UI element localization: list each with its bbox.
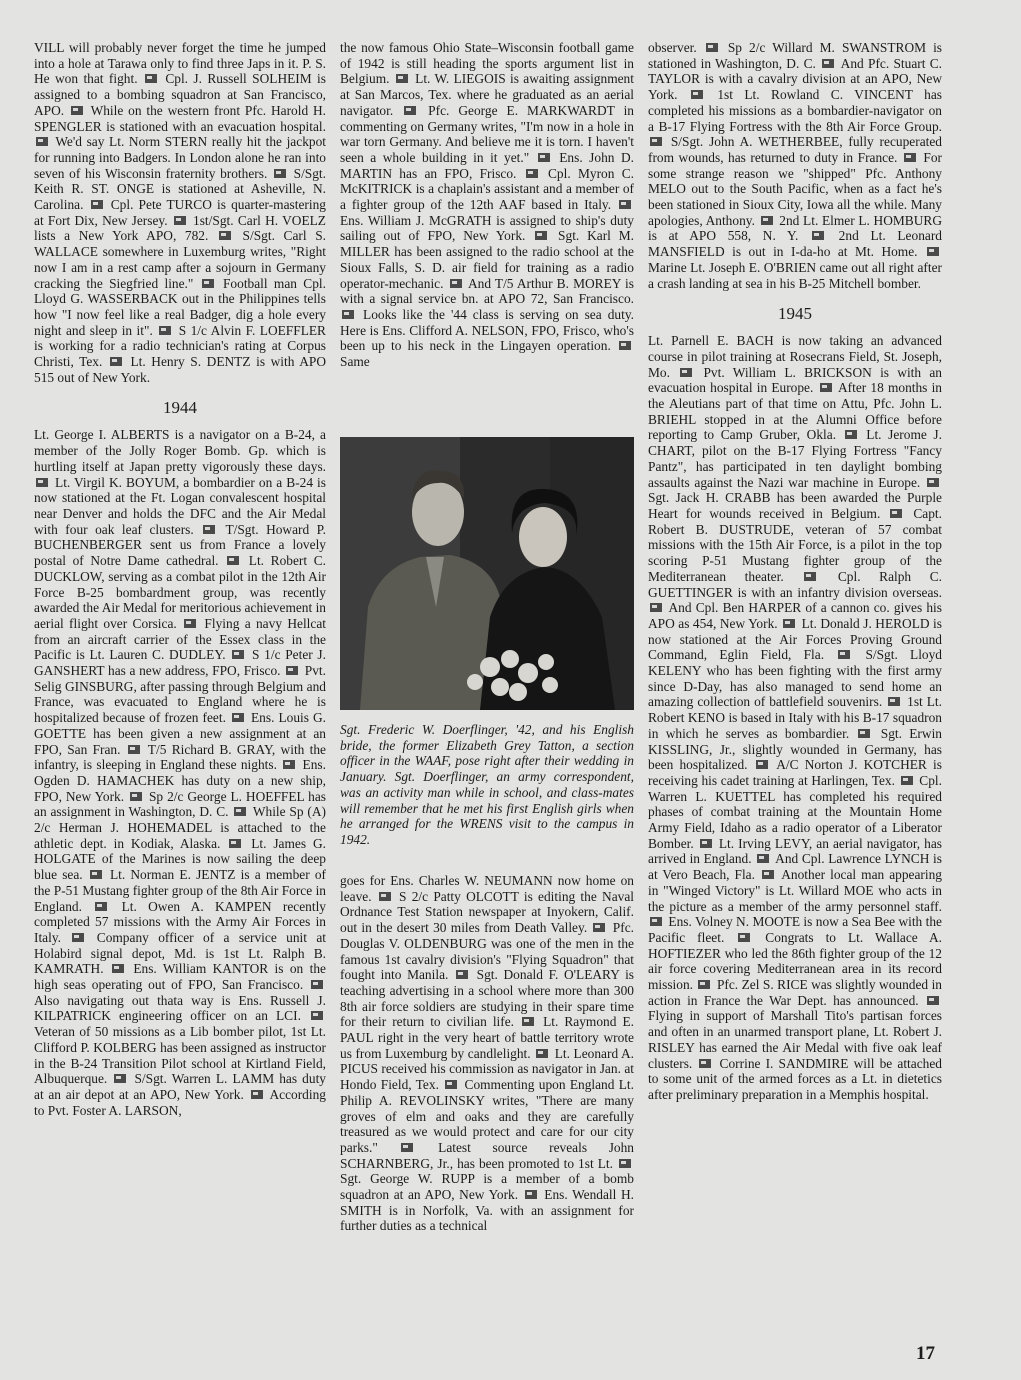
flag-icon [756, 760, 768, 769]
flag-icon [311, 1011, 323, 1020]
flag-icon [91, 200, 103, 209]
flag-icon [858, 729, 870, 738]
flag-icon [927, 478, 939, 487]
flag-icon [538, 153, 550, 162]
flag-icon [700, 839, 712, 848]
flag-icon [95, 902, 107, 911]
column-left-text-top: VILL will probably never forget the time he jumped into a hole at Tarawa only to find three Japs in it. P. S. He won that fight. Cpl. J. Russell SOLHEIM is assigned to a bombing squadron at San Francisco, APO. While on the western front Pfc. Harold H. SPENGLER is stationed with an evacuation hospital. We'd say Lt. Norm STERN really hit the jackpot for running into Badgers. In London alone he ran into seven of his Wisconsin fraternity brothers. S/Sgt. Keith R. ST. ONGE is stationed at Asheville, N. Carolina. Cpl. Pete TURCO is quarter-mastering at Fort Dix, New Jersey. 1st/Sgt. Carl H. VOELZ lists a New York APO, 782. S/Sgt. Carl S. WALLACE somewhere in Luxemburg writes, "Right now I am in a rest camp after a sojourn in Germany cracking the Siegfried line." Football man Cpl. Lloyd G. WASSERBACK out in the Philippines tells how "I now feel like a real Badger, dig a hole every night and sleep in it". S 1/c Alvin F. LOEFFLER is working for a radio technician's rating at Corpus Christi, Tex. Lt. Henry S. DENTZ is with APO 515 out of New York. [34, 40, 326, 385]
flag-icon [522, 1017, 534, 1026]
flag-icon [283, 760, 295, 769]
flag-icon [159, 326, 171, 335]
wedding-photo [340, 437, 634, 710]
photo-caption: Sgt. Frederic W. Doerflinger, '42, and his English bride, the former Elizabeth Grey Tatton, a section officer in the WAAF, pose right after their wedding in January. Sgt. Doerflinger, an army correspondent, was an activity man while in school, and class-mates will remember that he met his first English girls when he arranged for the WRENS visit to the campus in 1942. [340, 722, 634, 847]
flag-icon [184, 619, 196, 628]
flag-icon [450, 279, 462, 288]
flag-icon [845, 430, 857, 439]
section-heading-1944: 1944 [163, 398, 197, 418]
column-middle-bottom [340, 873, 634, 1234]
flag-icon [202, 279, 214, 288]
flag-icon [619, 341, 631, 350]
flag-icon [130, 792, 142, 801]
flag-icon [536, 1049, 548, 1058]
flag-icon [404, 106, 416, 115]
page-number: 17 [916, 1343, 935, 1364]
flag-icon [888, 697, 900, 706]
flag-icon [72, 933, 84, 942]
flag-icon [838, 650, 850, 659]
flag-icon [145, 74, 157, 83]
flag-icon [680, 368, 692, 377]
flag-icon [36, 478, 48, 487]
flag-icon [525, 1190, 537, 1199]
flag-icon [650, 603, 662, 612]
flag-icon [112, 964, 124, 973]
flag-icon [396, 74, 408, 83]
flag-icon [456, 970, 468, 979]
flag-icon [229, 839, 241, 848]
flag-icon [890, 509, 902, 518]
flag-icon [174, 216, 186, 225]
column-left [34, 40, 326, 1118]
flag-icon [379, 892, 391, 901]
flag-icon [783, 619, 795, 628]
flag-icon [36, 137, 48, 146]
flag-icon [698, 980, 710, 989]
flag-icon [71, 106, 83, 115]
flag-icon [110, 357, 122, 366]
column-left-text-bottom: Lt. George I. ALBERTS is a navigator on a B-24, a member of the Jolly Roger Bomb. Gp. which is hurtling itself at Japan pretty vigorously these days. Lt. Virgil K. BOYUM, a bombardier on a B-24 is now stationed at the Ft. Logan convalescent hospital near Denver and holds the DFC and the Air Medal with four oak leaf clusters. T/Sgt. Howard P. BUCHENBERGER sent us from France a lovely postal of Notre Dame cathedral. Lt. Robert C. DUCKLOW, serving as a combat pilot in the 12th Air Force B-25 bombardment group, was recently awarded the Air Medal for meritorious achievement in aerial flight over Corsica. Flying a navy Hellcat from an aircraft carrier of the Essex class in the Pacific is Lt. Lauren C. DUDLEY. S 1/c Peter J. GANSHERT has a new address, FPO, Frisco. Pvt. Selig GINSBURG, after passing through Belgium and France, was evacuated to England where he is hospitalized because of frozen feet. Ens. Louis G. GOETTE has been given a new assignment at an FPO, San Fran. T/5 Richard B. GRAY, with the infantry, is sleeping in England these nights. Ens. Ogden D. HAMACHEK has duty on a new ship, FPO, New York. Sp 2/c George L. HOEFFEL has an assignment in Washington, D. C. While Sp (A) 2/c Herman J. HOHEMADEL is attached to the athletic dept. in Kodiak, Alaska. Lt. James G. HOLGATE of the Marines is now sailing the deep blue sea. Lt. Norman E. JENTZ is a member of the P-51 Mustang fighter group of the 8th Air Force in England. Lt. Owen A. KAMPEN recently completed 57 missions with the Army Air Forces in Italy. Company officer of a service unit at Holabird signal depot, Md. is 1st Lt. Ralph B. KAMRATH. Ens. William KANTOR is on the high seas operating out of FPO, San Francisco. Also navigating out thata way is Ens. Russell J. KILPATRICK engineering officer on an LCI. Veteran of 50 missions as a Lib bomber pilot, 1st Lt. Clifford P. KOLBERG has been assigned as instructor in the B-24 Transition Pilot school at Kirtland Field, Albuquerque. S/Sgt. Warren L. LAMM has duty at an air depot at an APO, New York. According to Pvt. Foster A. LARSON, [34, 427, 327, 1118]
section-heading-1945: 1945 [778, 304, 812, 324]
flag-icon [762, 870, 774, 879]
flag-icon [526, 169, 538, 178]
flag-icon [342, 310, 354, 319]
flag-icon [761, 216, 773, 225]
column-right-text-top: observer. Sp 2/c Willard M. SWANSTROM is stationed in Washington, D. C. And Pfc. Stuart C. TAYLOR is with a cavalry division at an APO, New York. 1st Lt. Rowland C. VINCENT has completed his missions as a bombardier-navigator on a B-17 Flying Fortress with the 8th Air Force Group. S/Sgt. John A. WETHERBEE, fully recuperated from wounds, has returned to duty in France. For some strange reason we "shipped" Pfc. Anthony MELO out to the South Pacific, when as a fact he's been stationed in Sioux City, Iowa all the while. Many apologies, Anthony. 2nd Lt. Elmer L. HOMBURG is at APO 558, N. Y. 2nd Lt. Leonard MANSFIELD is out in I-da-ho at Mt. Home. Marine Lt. Joseph E. O'BRIEN came out all right after a crash landing at sea in his B-25 Mitchell bomber. [648, 40, 943, 291]
flag-icon [804, 572, 816, 581]
flag-icon [90, 870, 102, 879]
flag-icon [757, 854, 769, 863]
flag-icon [904, 153, 916, 162]
flag-icon [227, 556, 239, 565]
column-middle-text-bottom: goes for Ens. Charles W. NEUMANN now home on leave. S 2/c Patty OLCOTT is editing the Naval Ordnance Test Station newspaper at Inyokern, Calif. out in the desert 30 miles from Death Valley. Pfc. Douglas V. OLDENBURG was one of the men in the famous 1st cavalry division's "Flying Squadron" that fought into Manila. Sgt. Donald F. O'LEARY is teaching advertising in a school where more than 300 8th air force soldiers are studying in their spare time for their return to civilian life. Lt. Raymond E. PAUL right in the very heart of battle territory wrote us from Luxemburg by candlelight. Lt. Leonard A. PICUS received his commission as navigator in Jan. at Hondo Field, Tex. Commenting upon England Lt. Philip A. REVOLINSKY writes, "There are many groves of elm and oaks and they are carefully treasured as we would protect and care for our city parks." Latest source reveals John SCHARNBERG, Jr., has been promoted to 1st Lt. Sgt. George W. RUPP is a member of a bomb squadron at an APO, New York. Ens. Wendall H. SMITH is in Norfolk, Va. with an assignment for further duties as a technical [340, 873, 634, 1234]
flag-icon [901, 776, 913, 785]
flag-icon [822, 59, 834, 68]
flag-icon [619, 1159, 631, 1168]
flag-icon [114, 1074, 126, 1083]
flag-icon [619, 200, 631, 209]
flag-icon [927, 247, 939, 256]
flag-icon [401, 1143, 413, 1152]
flag-icon [535, 231, 547, 240]
flag-icon [927, 996, 939, 1005]
flag-icon [445, 1080, 457, 1089]
flag-icon [286, 666, 298, 675]
wedding-photo-illustration [340, 437, 634, 710]
flag-icon [650, 917, 662, 926]
flag-icon [232, 650, 244, 659]
flag-icon [219, 231, 231, 240]
column-right [648, 40, 942, 1103]
flag-icon [699, 1059, 711, 1068]
flag-icon [234, 807, 246, 816]
flag-icon [203, 525, 215, 534]
flag-icon [812, 231, 824, 240]
flag-icon [251, 1090, 263, 1099]
flag-icon [691, 90, 703, 99]
flag-icon [274, 169, 286, 178]
flag-icon [593, 923, 605, 932]
column-right-text-bottom: Lt. Parnell E. BACH is now taking an advanced course in pilot training at Rosecrans Field, St. Joseph, Mo. Pvt. William L. BRICKSON is with an evacuation hospital in Europe. After 18 months in the Aleutians part of that time on Attu, Pfc. John L. BRIEHL stopped in at the Alumni Office before reporting to Camp Gruber, Okla. Lt. Jerome J. CHART, pilot on the B-17 Flying Fortress "Fancy Pantz", has participated in ten daylight bombing assaults against the Nazi war machine in Europe. Sgt. Jack H. CRABB has been awarded the Purple Heart for wounds received in Belgium. Capt. Robert B. DUSTRUDE, veteran of 57 combat missions with the 15th Air Force, is a pilot in the top scoring P-51 Mustang fighter group of the Mediterranean theater. Cpl. Ralph C. GUETTINGER is with an infantry division overseas. And Cpl. Ben HARPER of a cannon co. gives his APO as 454, New York. Lt. Donald J. HEROLD is now stationed at the Air Forces Proving Ground Command, Eglin Field, Fla. S/Sgt. Lloyd KELENY who has been fighting with the first army since D-Day, has also managed to send home an amazing collection of battlefield souvenirs. 1st Lt. Robert KENO is based in Italy with his B-17 squadron in which he serves as bombardier. Sgt. Erwin KISSLING, Jr., slightly wounded in Germany, has been hospitalized. A/C Norton J. KOTCHER is receiving his cadet training at Harlingen, Tex. Cpl. Warren L. KUETTEL has completed his required phases of combat training at the Mountain Home Army Field, Idaho as a radio operator of a Liberator Bomber. Lt. Irving LEVY, an aerial navigator, has arrived in England. And Cpl. Lawrence LYNCH is at Vero Beach, Fla. Another local man appearing in "Winged Victory" is Lt. Willard MOE who acts in the picture as a member of the army personnel staff. Ens. Volney N. MOOTE is now a Sea Bee with the Pacific fleet. Congrats to Lt. Wallace A. HOFTIEZER who led the 86th fighter group of the 12 air force covering Mediterranean area in its record mission. Pfc. Zel S. RICE was slightly wounded in action in France the War Dept. has announced. Flying in support of Marshall Tito's partisan forces and often in an unarmed transport plane, Lt. Robert J. RISLEY has earned the Air Medal with five oak leaf clusters. Corrine I. SANDMIRE will be attached to some unit of the armed forces as a Lt. in dietetics after preliminary preparation in a Memphis hospital. [648, 333, 943, 1102]
flag-icon [128, 745, 140, 754]
flag-icon [311, 980, 323, 989]
column-middle-top [340, 40, 634, 370]
flag-icon [820, 383, 832, 392]
flag-icon [232, 713, 244, 722]
flag-icon [650, 137, 662, 146]
flag-icon [706, 43, 718, 52]
column-middle-text-top: the now famous Ohio State–Wisconsin football game of 1942 is still heading the sports argument list in Belgium. Lt. W. LIEGOIS is awaiting assignment at San Marcos, Tex. where he graduated as an aerial navigator. Pfc. George E. MARKWARDT in commenting on Germany writes, "I'm now in a hole in war torn Germany. And believe me it is torn. I haven't seen a whole building in it yet." Ens. John D. MARTIN has an FPO, Frisco. Cpl. Myron C. McKITRICK is a chaplain's assistant and a member of a fighter group of the 12th AAF based in Italy. Ens. William J. McGRATH is assigned to ship's duty sailing out of FPO, New York. Sgt. Karl M. MILLER has been assigned to the radio school at the Sioux Falls, S. D. air field for training as a radio operator-mechanic. And T/5 Arthur B. MOREY is with a signal service bn. at APO 72, San Francisco. Looks like the '44 class is serving on sea duty. Here is Ens. Clifford A. NELSON, FPO, Frisco, who's been up to his neck in the Lingayen operation. Same [340, 40, 635, 370]
flag-icon [738, 933, 750, 942]
